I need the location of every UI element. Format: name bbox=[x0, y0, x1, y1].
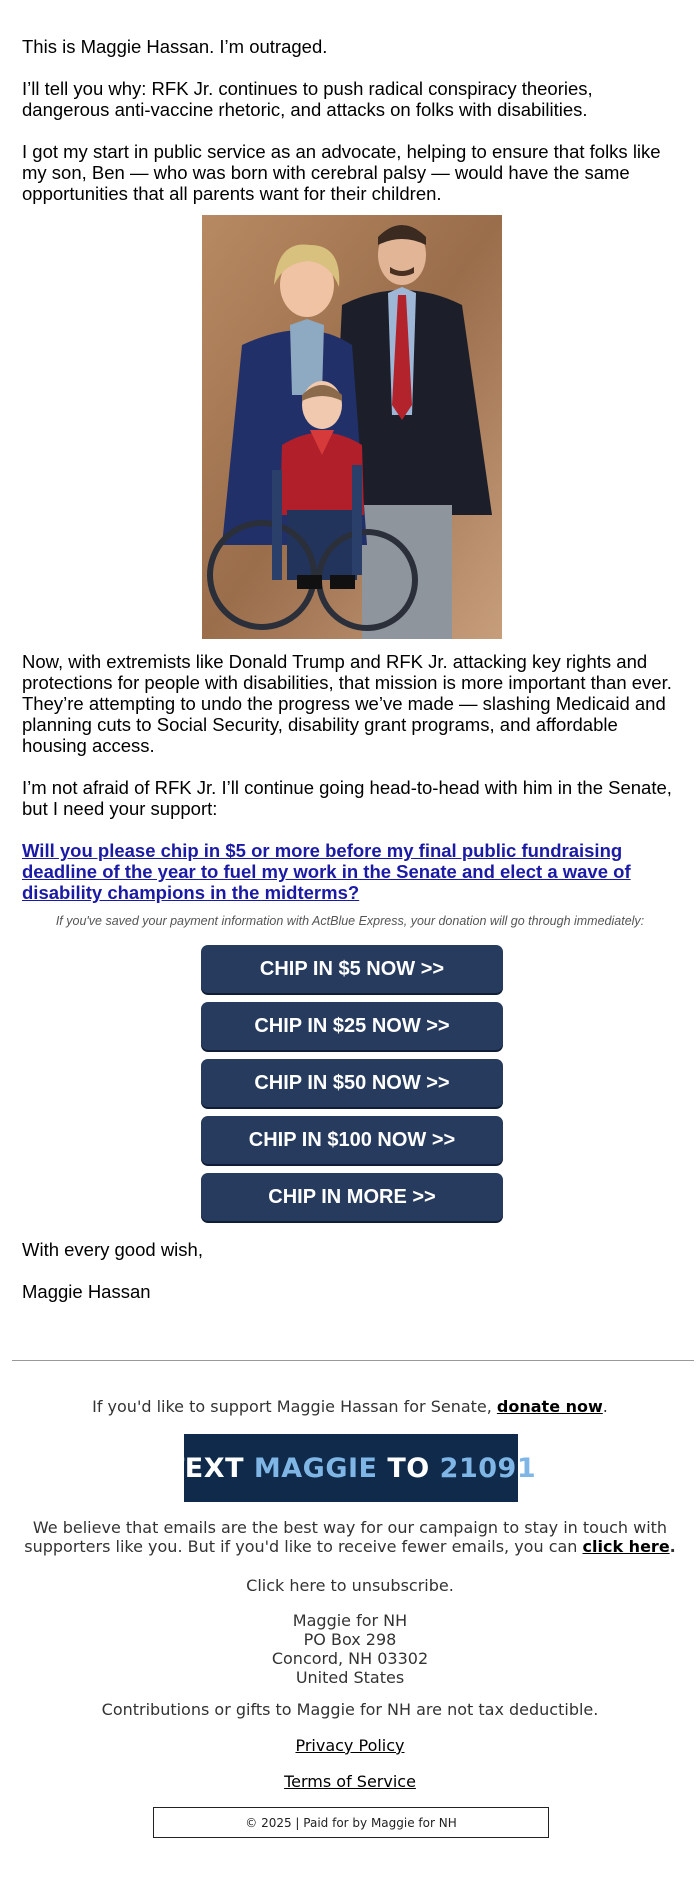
fewer-emails-link[interactable]: click here bbox=[582, 1537, 670, 1556]
email-preferences bbox=[14, 1518, 686, 1556]
terms-of-service-link[interactable]: Terms of Service bbox=[284, 1772, 416, 1791]
address-line: PO Box 298 bbox=[303, 1630, 397, 1649]
background-paragraph: I got my start in public service as an advocate, helping to ensure that folks like my son, Ben — who was born with cerebral palsy — would have the same opportunities that all parents want for their children. bbox=[22, 141, 661, 204]
support-period: . bbox=[602, 1397, 608, 1416]
donation-ask-link[interactable]: Will you please chip in $5 or more before my final public fundraising deadline of the year to fuel my work in the Senate and elect a wave of disability champions in the midterms? bbox=[22, 840, 631, 903]
family-photo bbox=[202, 215, 502, 639]
chip-in-25-button[interactable]: CHIP IN $25 NOW >> bbox=[201, 1002, 503, 1050]
banner-keyword: MAGGIE bbox=[253, 1452, 378, 1484]
address-line: United States bbox=[295, 1668, 405, 1687]
family-photo-illustration bbox=[202, 215, 502, 639]
banner-shortcode: 21091 bbox=[439, 1452, 537, 1484]
address-line: Maggie for NH bbox=[292, 1611, 408, 1630]
intro-paragraph: This is Maggie Hassan. I’m outraged. bbox=[22, 36, 328, 57]
support-line bbox=[0, 1397, 700, 1416]
text-maggie-banner[interactable] bbox=[165, 1434, 537, 1502]
chip-in-50-button[interactable]: CHIP IN $50 NOW >> bbox=[201, 1059, 503, 1107]
terms-row bbox=[0, 1772, 700, 1791]
chip-in-5-button[interactable]: CHIP IN $5 NOW >> bbox=[201, 945, 503, 993]
privacy-policy-link[interactable]: Privacy Policy bbox=[295, 1736, 405, 1755]
tax-note: Contributions or gifts to Maggie for NH are not tax deductible. bbox=[101, 1700, 599, 1719]
support-text: If you'd like to support Maggie Hassan for Senate, bbox=[92, 1397, 497, 1416]
signature-name: Maggie Hassan bbox=[22, 1281, 151, 1302]
chip-in-100-button[interactable]: CHIP IN $100 NOW >> bbox=[201, 1116, 503, 1164]
actblue-express-note: If you've saved your payment information with ActBlue Express, your donation will go through immediately: bbox=[55, 914, 645, 928]
support-paragraph: I’m not afraid of RFK Jr. I’ll continue going head-to-head with him in the Senate, but I need your support: bbox=[22, 777, 672, 819]
mailing-address bbox=[0, 1611, 700, 1687]
closing-line: With every good wish, bbox=[22, 1239, 203, 1260]
chip-in-more-button[interactable]: CHIP IN MORE >> bbox=[201, 1173, 503, 1221]
address-line: Concord, NH 03302 bbox=[271, 1649, 429, 1668]
threat-paragraph: Now, with extremists like Donald Trump and RFK Jr. attacking key rights and protections for people with disabilities, that mission is more important than ever. They’re attempting to undo the progress we’ve made — slashing Medicaid and planning cuts to Social Security, disability grant programs, and affordable housing access. bbox=[22, 651, 672, 756]
email-pref-period: . bbox=[669, 1537, 676, 1556]
footer-divider bbox=[12, 1360, 694, 1361]
email-pref-text: We believe that emails are the best way for our campaign to stay in touch with supporters like you. But if you'd like to receive fewer emails, you can bbox=[24, 1518, 668, 1556]
copyright-box: © 2025 | Paid for by Maggie for NH bbox=[153, 1807, 549, 1838]
unsubscribe-link[interactable]: Click here to unsubscribe. bbox=[246, 1576, 454, 1595]
donate-now-link[interactable]: donate now bbox=[496, 1397, 603, 1416]
privacy-row bbox=[0, 1736, 700, 1755]
reason-paragraph: I’ll tell you why: RFK Jr. continues to push radical conspiracy theories, dangerous anti-vaccine rhetoric, and attacks on folks with disabilities. bbox=[22, 78, 593, 120]
banner-text-word: TEXT bbox=[165, 1452, 244, 1484]
banner-to-word: TO bbox=[387, 1452, 430, 1484]
